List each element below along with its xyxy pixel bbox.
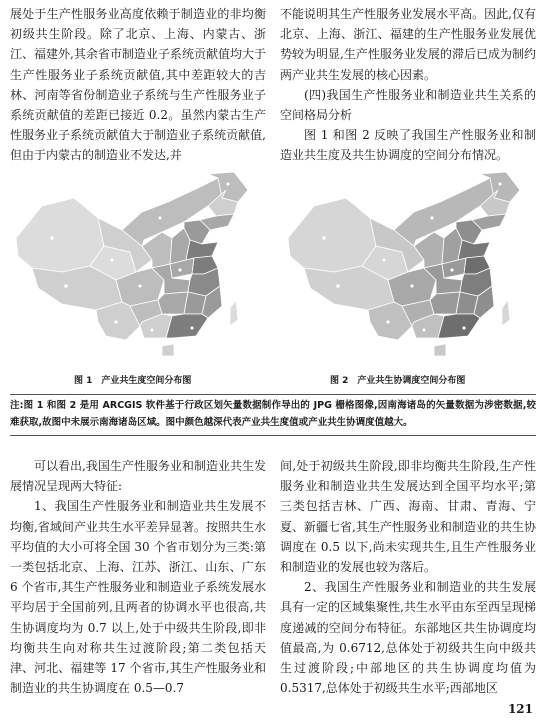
- top-left-column: [10, 4, 266, 166]
- map-region: [162, 344, 174, 356]
- map-region: [502, 300, 510, 326]
- paragraph: 1、我国生产性服务业和制造业共生发展不均衡,省域间产业共生水平差异显著。按照共生水平均值的大小可将全国 30 个省市划分为三类:第一类包括北京、上海、江苏、浙江、山东、广东 6 个省市,其生产性服务业和制造业子系统发展水平均居于全国前列,且两者的协调水平也很高,共生协调度均为 0.7 以上,处于中级共生阶段,即非均衡共生向对称共生过渡阶段;第二类包括天津、河北、福建等 17 个省市,其生产性服务业和制造业的共生协调度在 0.5—0.7: [10, 499, 266, 696]
- paragraph: 间,处于初级共生阶段,即非均衡共生阶段,生产性服务业和制造业共生发展达到全国平均水平;第三类包括吉林、广西、海南、甘肃、青海、宁夏、新疆七省,其生产性服务业和制造业的共生协调度在 0.5 以下,尚未实现共生,且生产性服务业和制造业的发展也较为落后。: [280, 459, 536, 575]
- map-region: [434, 344, 446, 356]
- china-map-symbiosis: [12, 168, 260, 366]
- figure-note: 注:图 1 和图 2 是用 ARCGIS 软件基于行政区划矢量数据制作导出的 JPG 栅格图像,因南海诸岛的矢量数据为涉密数据,较难获取,故图中未展示南海诸岛区域。图中颜色越深代表产业共生度值或产业共生协调度值越大。: [10, 400, 536, 428]
- map-marker: [151, 329, 154, 332]
- paragraph: 不能说明其生产性服务业发展水平高。因此,仅有北京、上海、浙江、福建的生产性服务业发展优势较为明显,生产性服务业发展的滞后已成为制约两产业共生发展的核心因素。: [280, 7, 536, 82]
- map-marker: [191, 327, 194, 330]
- map-region: [438, 314, 480, 338]
- figure-1-caption: 图 1 产业共生度空间分布图: [74, 376, 192, 386]
- map-marker: [383, 259, 386, 262]
- map-marker: [50, 236, 53, 239]
- map-marker: [423, 329, 426, 332]
- section-heading: (四)我国生产性服务业和制造业共生关系的空间格局分析: [280, 87, 536, 123]
- paragraph: 展处于生产性服务业高度依赖于制造业的非均衡初级共生阶段。除了北京、上海、内蒙古、浙江、福建外,其余省市制造业子系统贡献值均大于生产性服务业子系统贡献值,其中差距较大的吉林、河南等省份制造业子系统与生产性服务业子系统贡献值的差距已接近 0.2。虽然内蒙古生产性服务业子系统贡献值大于制造业子系统贡献值,但由于内蒙古的制造业不发达,并: [10, 7, 266, 163]
- map-marker: [159, 217, 162, 220]
- map-region: [158, 292, 188, 314]
- paragraph: 图 1 和图 2 反映了我国生产性服务业和制造业共生度及共生协调度的空间分布情况。: [280, 128, 536, 163]
- map-marker: [463, 327, 466, 330]
- page-number: 121: [507, 702, 533, 716]
- top-right-column: [280, 4, 536, 166]
- paragraph: 2、我国生产性服务业和制造业的共生发展具有一定的区域集聚性,共生水平由东至西呈现梯度递减的空间分布特征。东部地区共生协调度均值最高,为 0.6712,总体处于初级共生向中级共生过渡阶段;中部地区的共生协调度均值为 0.5317,总体处于初级共生水平;西部地区: [280, 580, 536, 696]
- map-marker: [179, 269, 182, 272]
- map-region: [230, 300, 238, 326]
- map-marker: [139, 285, 142, 288]
- bottom-right-column: [280, 456, 536, 698]
- map-marker: [451, 269, 454, 272]
- map-marker: [64, 284, 67, 287]
- figure-2-map: [284, 168, 532, 366]
- bottom-left-column: [10, 456, 266, 698]
- map-marker: [336, 284, 339, 287]
- map-region: [288, 198, 376, 272]
- map-region: [166, 314, 208, 338]
- figure-2-caption: 图 2 产业共生协调度空间分布图: [330, 376, 466, 386]
- china-map-coordination: [284, 168, 532, 366]
- divider: [10, 435, 536, 436]
- map-region: [16, 198, 104, 272]
- map-marker: [322, 236, 325, 239]
- divider: [10, 394, 536, 395]
- map-marker: [387, 321, 390, 324]
- map-region: [430, 292, 460, 314]
- map-marker: [499, 183, 502, 186]
- map-region: [122, 178, 226, 246]
- map-region: [394, 178, 498, 246]
- map-marker: [431, 217, 434, 220]
- map-marker: [411, 285, 414, 288]
- map-marker: [115, 321, 118, 324]
- map-marker: [227, 183, 230, 186]
- map-marker: [111, 259, 114, 262]
- figure-1-map: [12, 168, 260, 366]
- paragraph: 可以看出,我国生产性服务业和制造业共生发展情况呈现两大特征:: [10, 459, 266, 494]
